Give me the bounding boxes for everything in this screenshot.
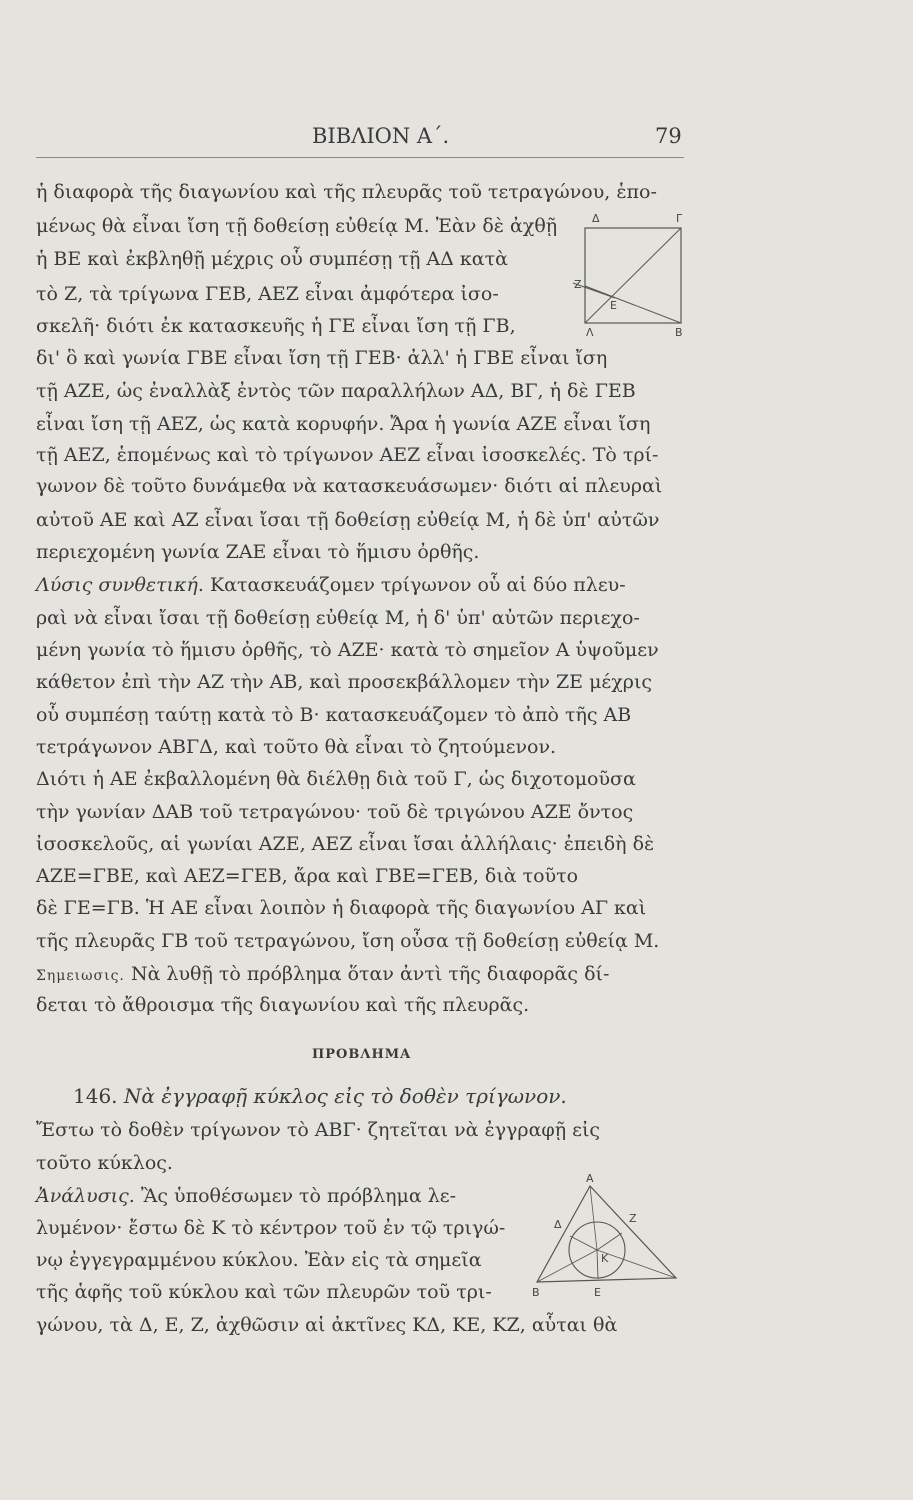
diagonal-line (585, 228, 681, 323)
text-line (36, 1184, 456, 1208)
text-line: γωνον δὲ τοῦτο δυνάμεθα νὰ κατασκευάσωμεν· διότι αἱ πλευραὶ (36, 475, 663, 497)
problem-number: 146. (73, 1084, 118, 1108)
point-label: Κ (601, 1252, 609, 1265)
square-diagonal-figure (570, 208, 690, 338)
text-line: οὗ συμπέσῃ ταύτῃ κατὰ τὸ Β· κατασκευάζομεν τὸ ἀπὸ τῆς ΑΒ (36, 704, 632, 726)
problem-heading: ΠΡΟΒΛΗΜΑ (312, 1047, 412, 1062)
point-label: Α (586, 1172, 594, 1185)
text-line: ἰσοσκελοῦς, αἱ γωνίαι ΑΖΕ, ΑΕΖ εἶναι ἴσαι ἀλλήλαις· ἐπειδὴ δὲ (36, 833, 655, 855)
text-line: εἶναι ἴση τῇ ΑΕΖ, ὡς κατὰ κορυφήν. Ἄρα ἡ γωνία ΑΖΕ εἶναι ἴση (36, 413, 651, 435)
running-header: ΒΙΒΛΙΟΝ Α΄. (312, 124, 450, 148)
text-line: τῆς πλευρᾶς ΓΒ τοῦ τετραγώνου, ἴση οὖσα τῇ δοθείσῃ εὐθείᾳ Μ. (36, 930, 660, 952)
text-line: κάθετον ἐπὶ τὴν ΑΖ τὴν ΑΒ, καὶ προσεκβάλλομεν τὴν ΖΕ μέχρις (36, 671, 653, 693)
bisector-line (597, 1250, 676, 1278)
text-line (73, 1084, 567, 1108)
segment-line (585, 286, 681, 323)
point-label: Λ (586, 326, 594, 338)
text-line: νῳ ἐγγεγραμμένου κύκλου. Ἐὰν εἰς τὰ σημεῖα (36, 1249, 482, 1271)
synthesis-label: Λύσις συνθετική. (36, 574, 204, 596)
point-label: Ζ (629, 1212, 637, 1225)
text-line: δεται τὸ ἄθροισμα τῆς διαγωνίου καὶ τῆς πλευρᾶς. (36, 994, 530, 1016)
text-line (36, 962, 609, 988)
radius-line (597, 1250, 598, 1279)
point-label: Ε (594, 1286, 601, 1299)
point-label: Β (675, 326, 683, 338)
triangle-outline (537, 1186, 676, 1282)
text-line: Ἔστω τὸ δοθὲν τρίγωνον τὸ ΑΒΓ· ζητεῖται νὰ ἐγγραφῇ εἰς (36, 1119, 601, 1141)
text-line (36, 573, 626, 597)
text-line: μένη γωνία τὸ ἥμισυ ὀρθῆς, τὸ ΑΖΕ· κατὰ τὸ σημεῖον Α ὑψοῦμεν (36, 639, 659, 661)
text-span: Νὰ λυθῇ τὸ πρόβλημα ὅταν ἀντὶ τῆς διαφορᾶς δί- (130, 963, 610, 985)
page-number: 79 (655, 124, 682, 148)
radius-line (597, 1233, 622, 1250)
text-line: ἡ διαφορὰ τῆς διαγωνίου καὶ τῆς πλευρᾶς τοῦ τετραγώνου, ἑπο- (36, 181, 657, 203)
text-span: Ἂς ὑποθέσωμεν τὸ πρόβλημα λε- (140, 1185, 457, 1207)
text-line: ραὶ νὰ εἶναι ἴσαι τῇ δοθείσῃ εὐθείᾳ Μ, ἡ δ' ὑπ' αὐτῶν περιεχο- (36, 607, 640, 629)
text-line: δι' ὃ καὶ γωνία ΓΒΕ εἶναι ἴση τῇ ΓΕΒ· ἀλλ' ἡ ΓΒΕ εἶναι ἴση (36, 347, 608, 369)
radius-line (570, 1236, 597, 1250)
point-label: Ζ (574, 278, 582, 291)
text-line: τῆς ἁφῆς τοῦ κύκλου καὶ τῶν πλευρῶν τοῦ τρι- (36, 1281, 492, 1303)
text-line: αὐτοῦ ΑΕ καὶ ΑΖ εἶναι ἴσαι τῇ δοθείσῃ εὐθείᾳ Μ, ἡ δὲ ὑπ' αὐτῶν (36, 509, 660, 531)
text-line: τοῦτο κύκλος. (36, 1152, 173, 1174)
text-line: γώνου, τὰ Δ, Ε, Ζ, ἀχθῶσιν αἱ ἀκτῖνες ΚΔ, ΚΕ, ΚΖ, αὗται θὰ (36, 1314, 618, 1336)
point-label: Β (532, 1286, 540, 1299)
header-rule (36, 157, 684, 158)
analysis-label: Ἀνάλυσις. (36, 1185, 135, 1207)
inscribed-circle-figure (530, 1170, 690, 1310)
text-line: μένως θὰ εἶναι ἴση τῇ δοθείσῃ εὐθείᾳ Μ. Ἐὰν δὲ ἀχθῇ (36, 215, 558, 237)
notes-label: Σημειωσις. (36, 968, 125, 984)
text-line: Διότι ἡ ΑΕ ἐκβαλλομένη θὰ διέλθῃ διὰ τοῦ Γ, ὡς διχοτομοῦσα (36, 768, 636, 790)
text-span: Κατασκευάζομεν τρίγωνον οὗ αἱ δύο πλευ- (209, 574, 626, 596)
text-line: τὸ Ζ, τὰ τρίγωνα ΓΕΒ, ΑΕΖ εἶναι ἀμφότερα ἰσο- (36, 283, 499, 305)
point-label: Δ (554, 1218, 562, 1231)
text-line: τῇ ΑΕΖ, ἑπομένως καὶ τὸ τρίγωνον ΑΕΖ εἶναι ἰσοσκελές. Τὸ τρί- (36, 444, 659, 466)
point-label: Δ (592, 212, 600, 225)
text-line: ΑΖΕ=ΓΒΕ, καὶ ΑΕΖ=ΓΕΒ, ἄρα καὶ ΓΒΕ=ΓΕΒ, διὰ τοῦτο (36, 865, 579, 887)
bisector-line (590, 1186, 597, 1250)
text-line: τετράγωνον ΑΒΓΔ, καὶ τοῦτο θὰ εἶναι τὸ ζητούμενον. (36, 736, 557, 758)
text-line: ἡ ΒΕ καὶ ἐκβληθῇ μέχρις οὗ συμπέσῃ τῇ ΑΔ κατὰ (36, 248, 508, 270)
text-line: τῇ ΑΖΕ, ὡς ἐναλλὰξ ἐντὸς τῶν παραλλήλων ΑΔ, ΒΓ, ἡ δὲ ΓΕΒ (36, 380, 636, 402)
text-line: τὴν γωνίαν ΔΑΒ τοῦ τετραγώνου· τοῦ δὲ τριγώνου ΑΖΕ ὄντος (36, 801, 634, 823)
text-line: περιεχομένη γωνία ΖΑΕ εἶναι τὸ ἥμισυ ὀρθῆς. (36, 541, 480, 563)
text-line: δὲ ΓΕ=ΓΒ. Ἡ ΑΕ εἶναι λοιπὸν ἡ διαφορὰ τῆς διαγωνίου ΑΓ καὶ (36, 897, 647, 919)
text-line: λυμένον· ἔστω δὲ Κ τὸ κέντρον τοῦ ἐν τῷ τριγώ- (36, 1217, 506, 1239)
point-label: Ε (610, 299, 617, 312)
problem-statement: Νὰ ἐγγραφῇ κύκλος εἰς τὸ δοθὲν τρίγωνον. (123, 1084, 567, 1108)
point-label: Γ (676, 212, 683, 225)
text-line: σκελῆ· διότι ἐκ κατασκευῆς ἡ ΓΕ εἶναι ἴση τῇ ΓΒ, (36, 315, 516, 337)
